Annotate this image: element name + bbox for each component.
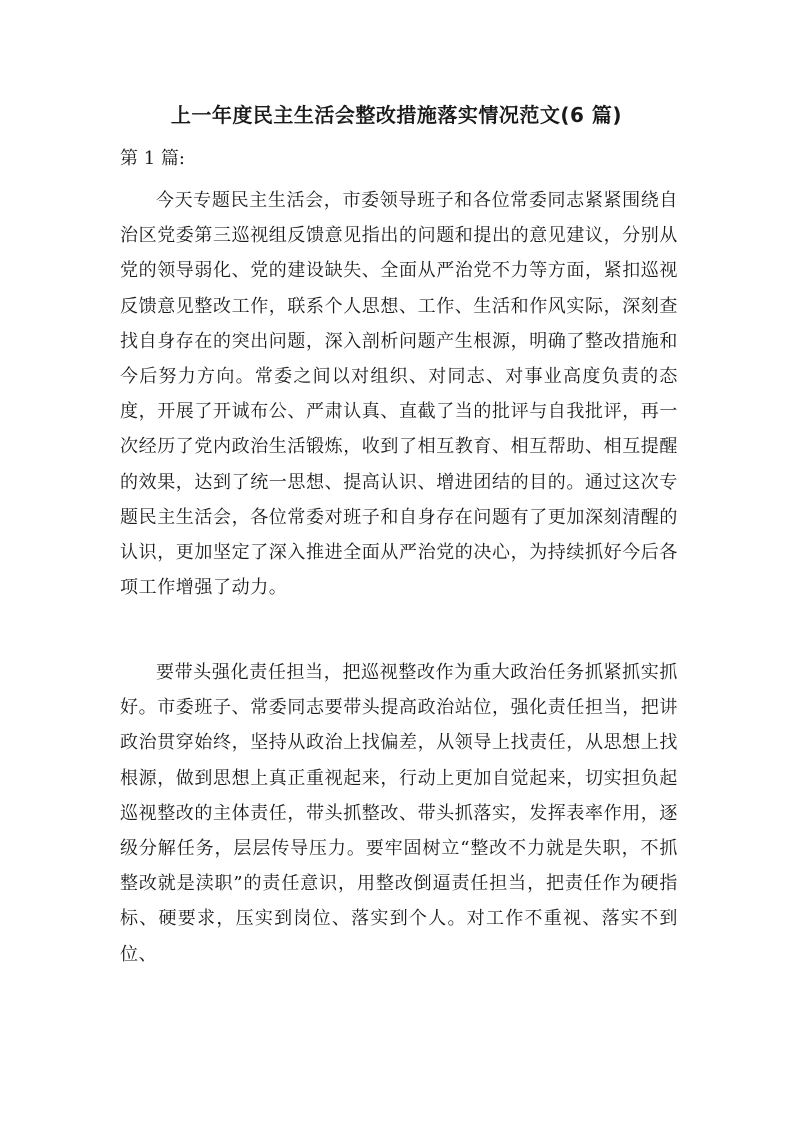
document-title: 上一年度民主生活会整改措施落实情况范文(6 篇) (170, 103, 623, 127)
paragraph: 今天专题民主生活会，市委领导班子和各位常委同志紧紧围绕自治区党委第三巡视组反馈意见指出的问题和提出的意见建议，分别从党的领导弱化、党的建设缺失、全面从严治党不力等方面，紧扣巡视反馈意见整改工作，联系个人思想、工作、生活和作风实际，深刻查找自身存在的突出问题，深入剖析问题产生根源，明确了整改措施和今后努力方向。常委之间以对组织、对同志、对事业高度负责的态度，开展了开诚布公、严肃认真、直截了当的批评与自我批评，再一次经历了党内政治生活锻炼，收到了相互教育、相互帮助、相互提醒的效果，达到了统一思想、提高认识、增进团结的目的。通过这次专题民主生活会，各位常委对班子和自身存在问题有了更加深刻清醒的认识，更加坚定了深入推进全面从严治党的决心，为持续抓好今后各项工作增强了动力。 (120, 190, 678, 599)
section-label: 第 1 篇: (120, 148, 185, 169)
paragraph: 要带头强化责任担当，把巡视整改作为重大政治任务抓紧抓实抓好。市委班子、常委同志要带头提高政治站位，强化责任担当，把讲政治贯穿始终，坚持从政治上找偏差，从领导上找责任，从思想上找根源，做到思想上真正重视起来，行动上更加自觉起来，切实担负起巡视整改的主体责任，带头抓整改、带头抓落实，发挥表率作用，逐级分解任务，层层传导压力。要牢固树立“整改不力就是失职，不抓整改就是渎职”的责任意识，用整改倒逼责任担当，把责任作为硬指标、硬要求，压实到岗位、落实到个人。对工作不重视、落实不到位、 (120, 662, 678, 965)
